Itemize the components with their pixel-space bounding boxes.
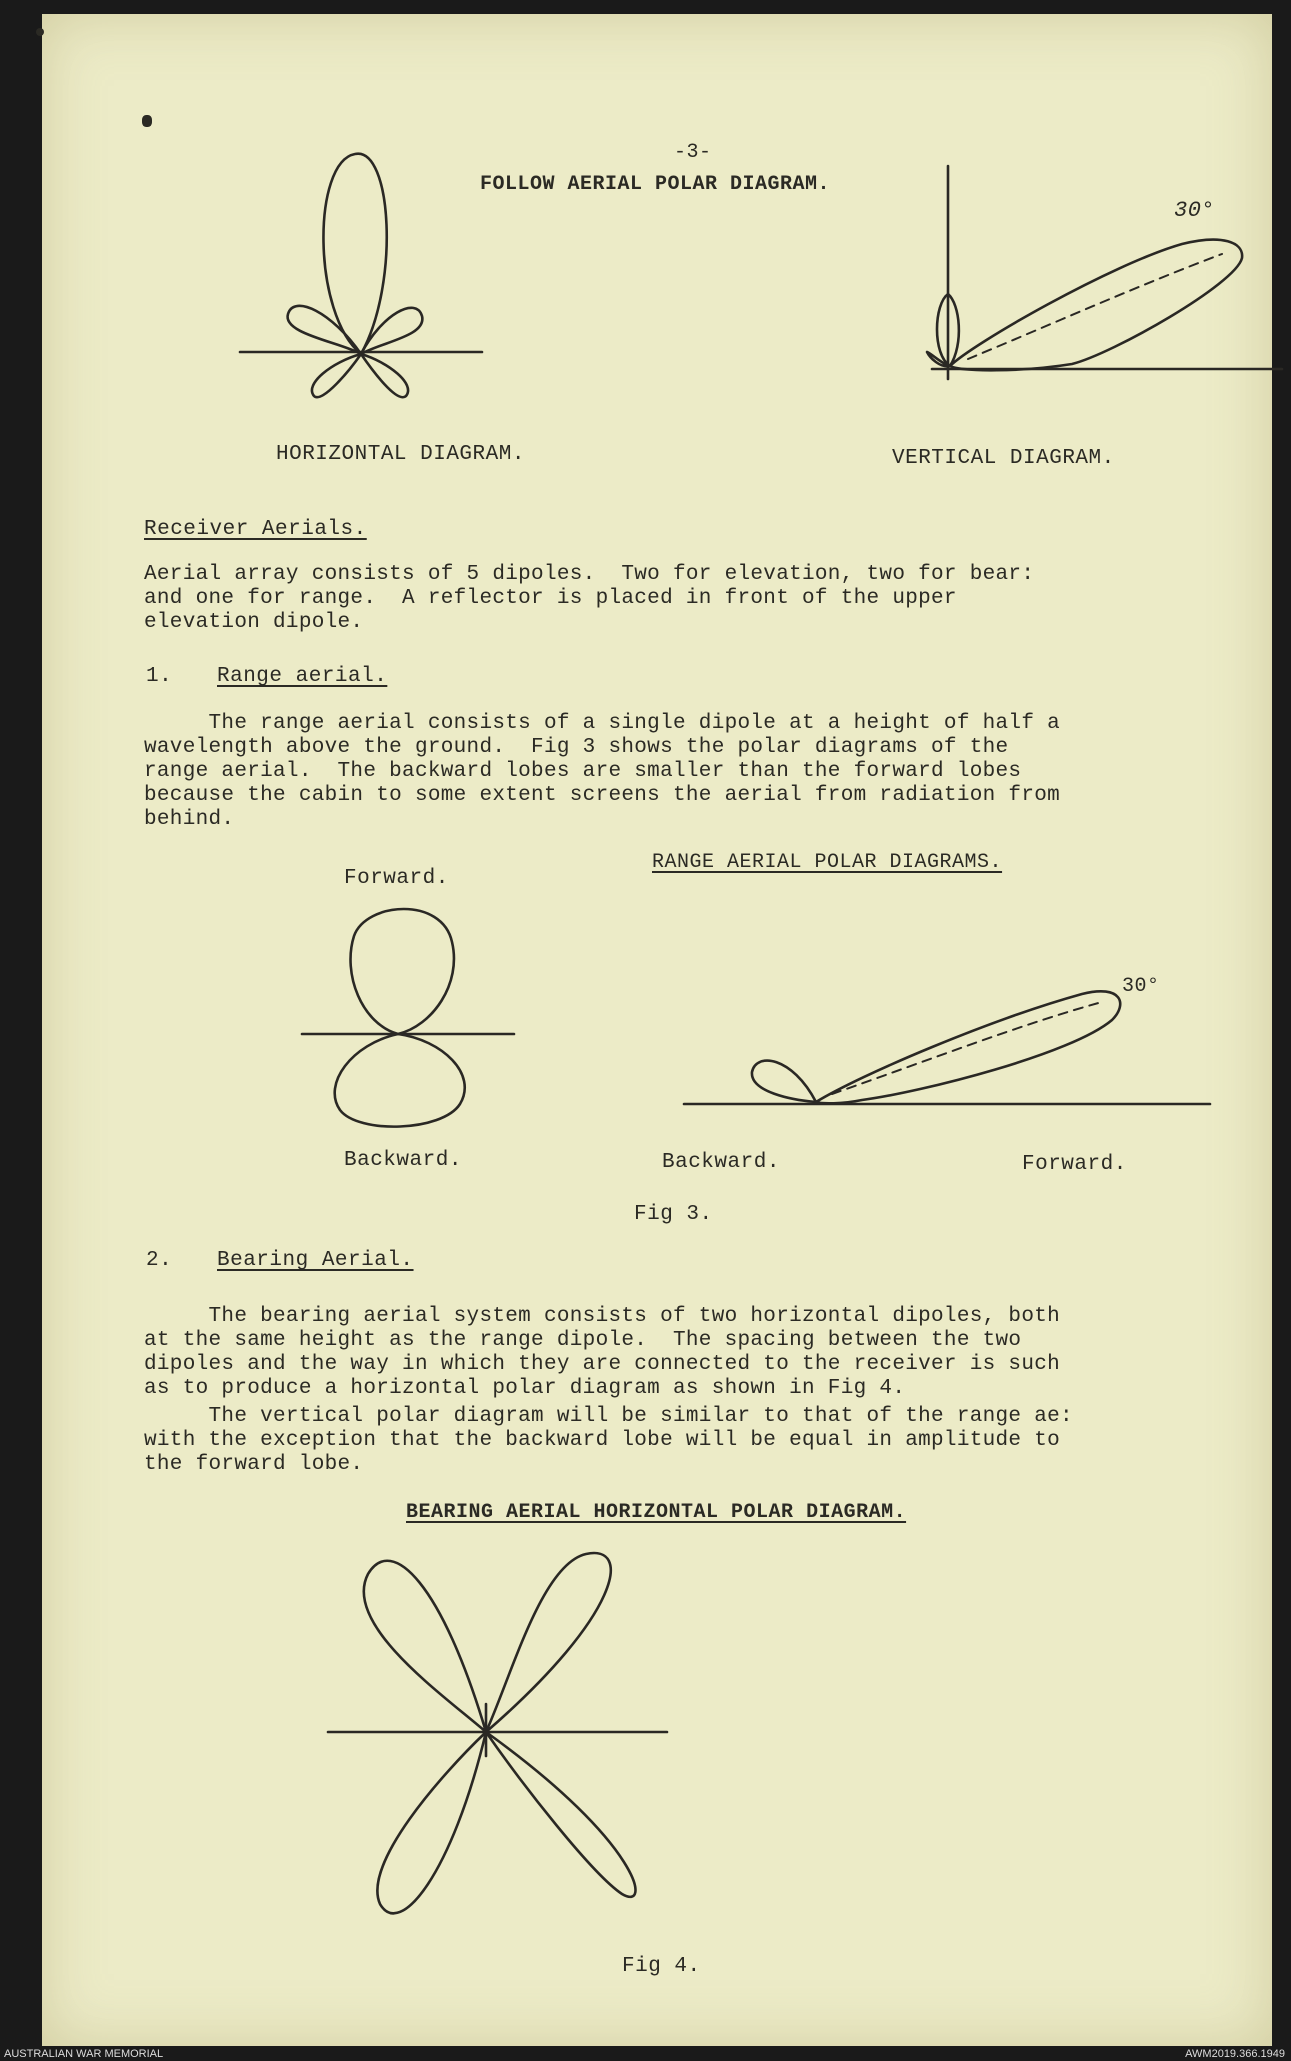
range-diagrams-title: RANGE AERIAL POLAR DIAGRAMS.	[652, 851, 1003, 874]
range-angle-label: 30°	[1122, 975, 1160, 998]
range-paragraph-line: The range aerial consists of a single dipole at a height of half a	[144, 712, 1061, 735]
footer-accession-number: AWM2019.366.1949	[1185, 2048, 1285, 2060]
bearing-paragraph-line: as to produce a horizontal polar diagram as shown in Fig 4.	[144, 1377, 906, 1400]
follow-horizontal-polar-diagram	[232, 134, 492, 454]
range-aerial-heading: Range aerial.	[217, 665, 388, 688]
bearing-horizontal-polar-diagram	[322, 1544, 682, 1954]
bearing-paragraph-line: with the exception that the backward lobe will be equal in amplitude to	[144, 1429, 1061, 1452]
receiver-aerials-heading: Receiver Aerials.	[144, 518, 367, 541]
bearing-diagram-title: BEARING AERIAL HORIZONTAL POLAR DIAGRAM.	[406, 1501, 907, 1524]
receiver-paragraph-line: and one for range. A reflector is placed in front of the upper	[144, 587, 957, 610]
bearing-paragraph-line: the forward lobe.	[144, 1453, 364, 1476]
ink-mark	[36, 28, 44, 36]
range-paragraph-line: wavelength above the ground. Fig 3 shows the polar diagrams of the	[144, 736, 1009, 759]
range-horizontal-polar-diagram	[292, 884, 522, 1134]
receiver-paragraph-line: elevation dipole.	[144, 611, 364, 634]
bearing-paragraph-line: The bearing aerial system consists of two horizontal dipoles, both	[144, 1305, 1061, 1328]
document-page	[42, 14, 1272, 2046]
receiver-paragraph-line: Aerial array consists of 5 dipoles. Two for elevation, two for bear:	[144, 563, 1035, 586]
range-paragraph-line: behind.	[144, 808, 235, 831]
backward-label-right: Backward.	[662, 1151, 780, 1174]
range-paragraph-line: because the cabin to some extent screens the aerial from radiation from	[144, 784, 1061, 807]
section-number: 1.	[146, 665, 173, 688]
follow-vertical-polar-diagram	[872, 154, 1291, 394]
forward-label-right: Forward.	[1022, 1153, 1127, 1176]
page-number: -3-	[674, 141, 712, 164]
footer-source: AUSTRALIAN WAR MEMORIAL	[4, 2048, 164, 2060]
bearing-aerial-heading: Bearing Aerial.	[217, 1249, 414, 1272]
bearing-paragraph-line: dipoles and the way in which they are connected to the receiver is such	[144, 1353, 1061, 1376]
horizontal-diagram-label: HORIZONTAL DIAGRAM.	[276, 443, 525, 466]
bearing-paragraph-line: The vertical polar diagram will be similar to that of the range ae:	[144, 1405, 1073, 1428]
range-paragraph-line: range aerial. The backward lobes are smaller than the forward lobes	[144, 760, 1022, 783]
forward-label: Forward.	[344, 867, 449, 890]
figure-caption: Fig 4.	[622, 1955, 701, 1978]
bearing-paragraph-line: at the same height as the range dipole. The spacing between the two	[144, 1329, 1022, 1352]
section-number: 2.	[146, 1249, 173, 1272]
figure-caption: Fig 3.	[634, 1203, 713, 1226]
vertical-diagram-label: VERTICAL DIAGRAM.	[892, 447, 1115, 470]
backward-label-left: Backward.	[344, 1149, 462, 1172]
ink-mark	[142, 115, 152, 127]
vertical-angle-label: 30°	[1174, 198, 1216, 223]
follow-diagram-title: FOLLOW AERIAL POLAR DIAGRAM.	[480, 173, 831, 196]
